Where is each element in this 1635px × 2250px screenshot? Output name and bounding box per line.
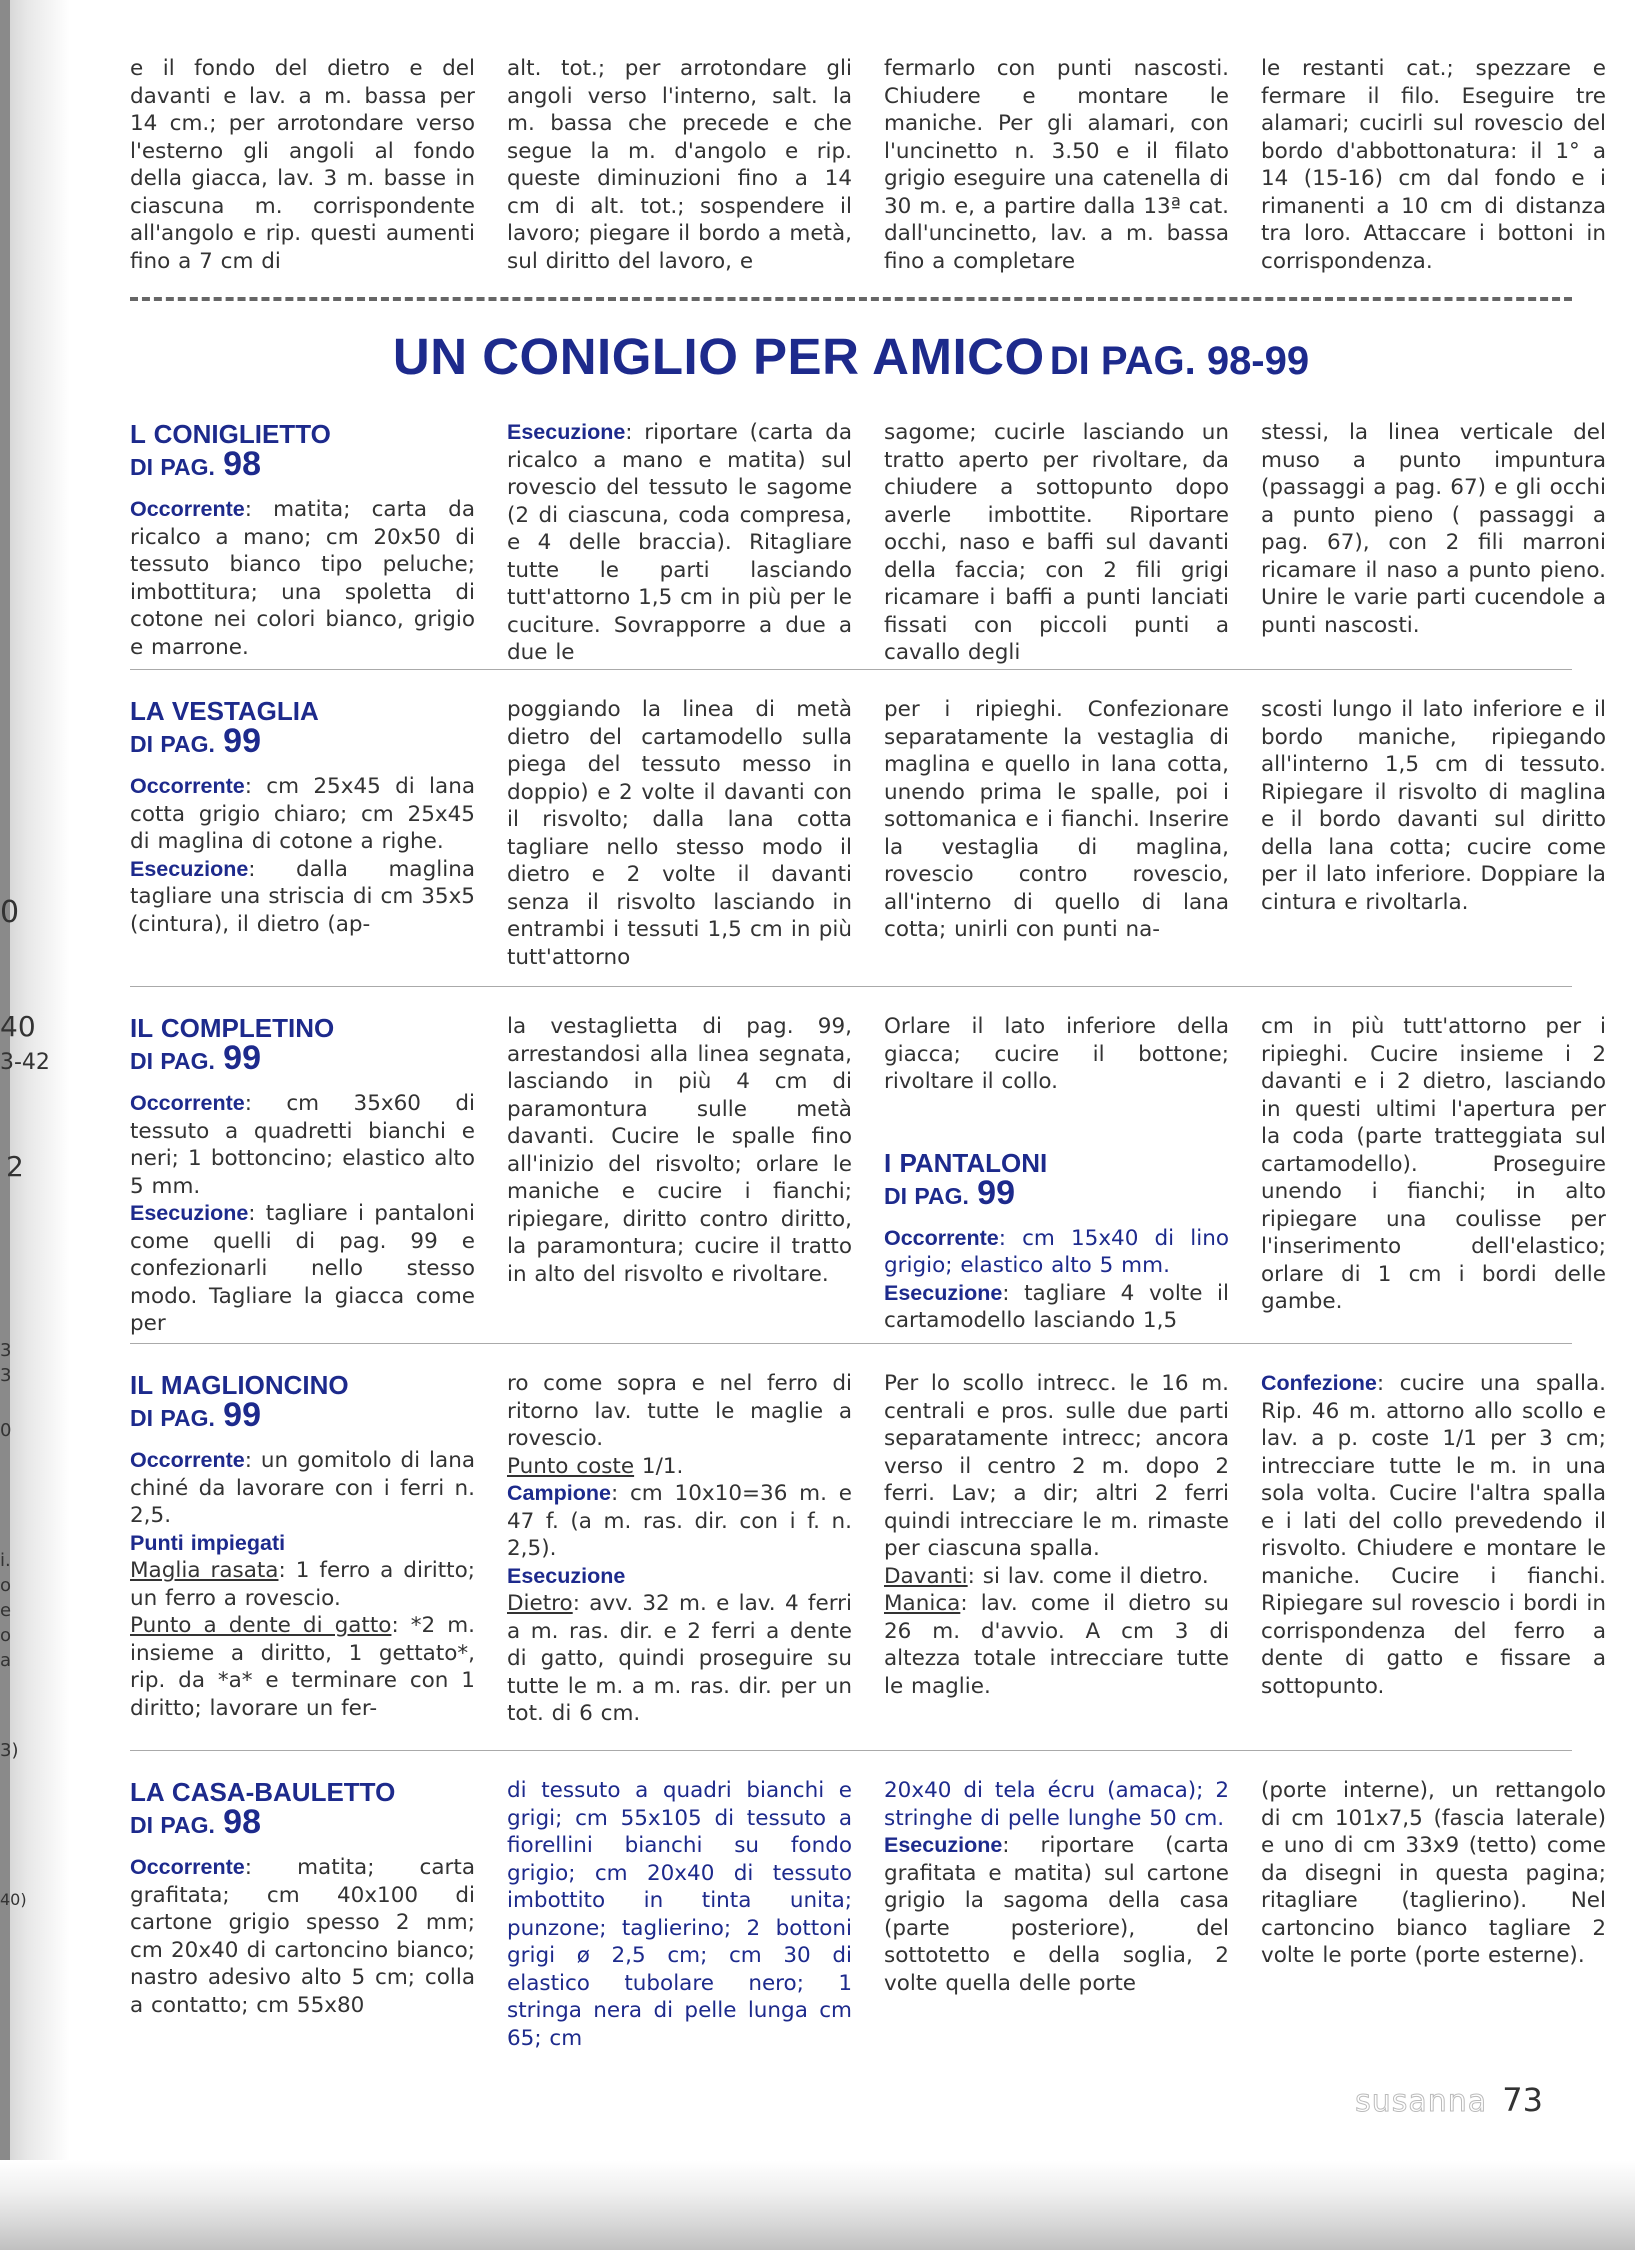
section-heading-prefix: DI PAG. [130, 454, 215, 480]
punto-coste-label: Punto coste [507, 1453, 635, 1479]
margin-mark: o [0, 1625, 12, 1646]
section-heading-page: 99 [223, 1396, 261, 1434]
section-divider [130, 1343, 1572, 1344]
section-col-3: per i ripieghi. Confezionare separatamente la vestaglia di maglina e quello in lana cotta, unendo prima le spalle, poi i sottomanica e i fianchi. Inserire la vestaglia di maglina, rovescio contro rovescio, all'interno di quello di lana cotta; unirli con punti na- [884, 697, 1229, 942]
confezione-label: Confezione [1261, 1371, 1377, 1395]
margin-mark: 40) [0, 1890, 27, 1909]
margin-mark: 0 [0, 895, 20, 930]
esecuzione-text: : tagliare 4 volte il cartamodello lasciando 1,5 [884, 1280, 1229, 1333]
occorrente-label: Occorrente [130, 1091, 245, 1115]
page-edge [0, 0, 10, 2250]
esecuzione-label: Esecuzione [884, 1280, 1003, 1305]
continuation-col-4: le restanti cat.; spezzare e fermare il filo. Eseguire tre alamari; cucirli sul rovescio del bordo d'abbottonatura: il 1° a 14 (15-16) cm dal fondo e i rimanenti a 10 cm di distanza tra loro. Attaccare i bottoni in corrispondenza. [1261, 56, 1606, 274]
section-col-1 [130, 1370, 475, 1728]
margin-mark: e [0, 1600, 12, 1621]
esecuzione-label: Esecuzione [884, 1833, 1003, 1857]
occorrente-label: Occorrente [130, 1855, 245, 1879]
subsection-heading-page: 99 [977, 1173, 1015, 1212]
section-col-3: sagome; cucirle lasciando un tratto aperto per rivoltare, da chiudere a sottopunto dopo averle imbottite. Riportare occhi, naso e baffi sul davanti della faccia; con 2 fili grigi ricamare i baffi a punti lanciati fissati con piccoli punti a cavallo degli [884, 420, 1229, 665]
maglia-rasata-label: Maglia rasata [130, 1558, 279, 1583]
section-heading [130, 1013, 475, 1076]
section-col-4 [1261, 1370, 1606, 1728]
punto-coste-text: 1/1. [634, 1453, 684, 1479]
campione-text: : cm 10x10=36 m. e 47 f. (a m. ras. dir. con i f. n. 2,5). [507, 1481, 852, 1561]
section-col-4: cm in più tutt'attorno per i ripieghi. Cucire insieme i 2 davanti e i 2 dietro, lasciando in questi ultimi l'apertura per la coda (parte tratteggiata sul cartamodello). Proseguire unendo i fianchi; in alto ripiegare una coulisse per l'inserimento dell'elastico; orlare di 1 cm i bordi delle gambe. [1261, 1014, 1606, 1314]
article-title-text: UN CONIGLIO PER AMICO [392, 328, 1045, 385]
margin-mark: 3 [0, 1340, 12, 1361]
esecuzione-text: : tagliare i pantaloni come quelli di pag. 99 e confezionarli nello stesso modo. Tagliare la giacca come per [130, 1201, 475, 1336]
section-col-3 [884, 1013, 1229, 1338]
section-col-2 [507, 419, 852, 667]
section-heading-prefix: DI PAG. [130, 731, 215, 757]
article-page [130, 55, 1606, 2051]
davanti-label: Davanti [884, 1563, 968, 1589]
section-heading-prefix: DI PAG. [130, 1048, 215, 1074]
section-divider [130, 1750, 1572, 1751]
punti-impiegati-label: Punti impiegati [130, 1530, 286, 1555]
section-heading [130, 696, 475, 759]
section-divider [130, 669, 1572, 670]
section-col-2: di tessuto a quadri bianchi e grigi; cm 55x105 di tessuto a fiorellini bianchi su fondo grigio; cm 20x40 di tessuto imbottito in tinta unita; punzone; taglierino; 2 bottoni grigi ø 2,5 cm; cm 30 di elastico tubolare nero; 1 stringa nera di pelle lunga cm 65; cm [507, 1778, 852, 2051]
magazine-brand: susanna [1355, 2084, 1488, 2119]
dente-di-gatto-text: : *2 m. insieme a diritto, 1 gettato*, rip. da *a* e terminare con 1 diritto; lavorare un fer- [130, 1613, 475, 1721]
section-col-3 [884, 1777, 1229, 2052]
completino-end-text: Orlare il lato inferiore della giacca; cucire il bottone; rivoltare il collo. [884, 1014, 1229, 1094]
section-heading-line1: L CONIGLIETTO [130, 419, 331, 449]
scollo-text: Per lo scollo intrecc. le 16 m. centrali e pros. sulle due parti separatamente intrecc; ancora verso il centro 2 m. dopo 2 ferri. Lav; a dir; altri 2 ferri quindi intrecciare le m. rimaste per ciascuna spalla. [884, 1371, 1229, 1561]
margin-mark: a [0, 1650, 12, 1671]
binding-shadow [0, 0, 70, 2250]
maglia-rasata-text: : 1 ferro a diritto; un ferro a rovescio. [130, 1558, 476, 1611]
esecuzione-label: Esecuzione [507, 420, 626, 444]
margin-mark: 0 [0, 1420, 12, 1441]
continuation-col-1: e il fondo del dietro e del davanti e lav. a m. bassa per 14 cm.; per arrotondare verso l'esterno gli angoli al fondo della giacca, lav. 3 m. basse in ciascuna m. corrispondente all'angolo e rip. questi aumenti fino a 7 cm di [130, 56, 475, 274]
esecuzione-text: : riportare (carta grafitata e matita) sul cartone grigio la sagoma della casa (parte posteriore), del sottotetto e della soglia, 2 volte quella delle porte [884, 1833, 1229, 1996]
margin-mark: 3) [0, 1740, 19, 1761]
casa-materials-end: 20x40 di tela écru (amaca); 2 stringhe di pelle lunghe 50 cm. [884, 1778, 1229, 1831]
scan-bottom-shadow [0, 2160, 1635, 2250]
margin-mark: 40 [0, 1010, 36, 1043]
top-continuation [130, 55, 1606, 275]
esecuzione-text: : riportare (carta da ricalco a mano e matita) sul rovescio del tessuto le sagome (2 di ciascuna, coda compresa, e 4 delle braccia). Ritagliare tutte le parti lasciando tutt'attorno 1,5 cm in più per le cuciture. Sovrapporre a due a due le [507, 420, 852, 665]
margin-mark: 3 [0, 1365, 12, 1386]
section-heading-prefix: DI PAG. [130, 1812, 215, 1838]
section-col-4: (porte interne), un rettangolo di cm 101x7,5 (fascia laterale) e uno di cm 33x9 (tetto) come da disegni in questa pagina; ritagliare (taglierino). Nel cartoncino bianco tagliare 2 volte le porte (porte esterne). [1261, 1778, 1606, 1968]
section-completino [130, 1013, 1606, 1343]
section-heading-line1: IL COMPLETINO [130, 1013, 335, 1043]
section-col-1 [130, 1013, 475, 1338]
dente-di-gatto-label: Punto a dente di gatto [130, 1613, 392, 1638]
margin-mark: i. [0, 1550, 11, 1571]
subsection-heading-line1: I PANTALONI [884, 1147, 1048, 1178]
article-title [130, 327, 1572, 391]
esecuzione-label: Esecuzione [507, 1563, 626, 1588]
maglioncino-text: ro come sopra e nel ferro di ritorno lav. tutte le maglie a rovescio. [507, 1371, 852, 1451]
section-col-4: scosti lungo il lato inferiore e il bordo maniche, ripiegando all'interno 1,5 cm di tessuto. Ripiegare il risvolto di maglina e il bordo davanti sul diritto della lana cotta; cucire come per il lato inferiore. Doppiare la cintura e rivoltarla. [1261, 697, 1606, 915]
section-coniglietto [130, 419, 1606, 669]
section-heading-line1: LA VESTAGLIA [130, 696, 319, 726]
section-heading-page: 98 [223, 1803, 261, 1841]
occorrente-label: Occorrente [884, 1225, 999, 1250]
section-heading-prefix: DI PAG. [130, 1405, 215, 1431]
section-heading-page: 99 [223, 722, 261, 760]
page-footer [1355, 2081, 1543, 2119]
occorrente-label: Occorrente [130, 497, 245, 521]
section-maglioncino [130, 1370, 1606, 1750]
occorrente-label: Occorrente [130, 774, 245, 798]
section-col-1 [130, 1777, 475, 2052]
section-heading-line1: LA CASA-BAULETTO [130, 1777, 396, 1807]
section-col-2: la vestaglietta di pag. 99, arrestandosi alla linea segnata, lasciando in più 4 cm di paramontura sulle metà davanti. Cucire le spalle fino all'inizio del risvolto; orlare le maniche e cucire i fianchi; ripiegare, diritto contro diritto, la paramontura; cucire il tratto in alto del risvolto e rivoltare. [507, 1014, 852, 1287]
occorrente-text: : cm 25x45 di lana cotta grigio chiaro; cm 25x45 di maglina di cotone a righe. [130, 774, 475, 854]
section-casa-bauletto [130, 1777, 1606, 2051]
section-col-3 [884, 1370, 1229, 1728]
subsection-heading-pantaloni [884, 1148, 1229, 1211]
continuation-col-2: alt. tot.; per arrotondare gli angoli verso l'interno, salt. la m. bassa che precede e che segue la m. d'angolo e rip. queste diminuzioni fino a 14 cm di alt. tot.; sospendere il lavoro; piegare il bordo a metà, sul diritto del lavoro, e [507, 56, 852, 274]
page-number: 73 [1502, 2081, 1543, 2119]
manica-text: : lav. come il dietro su 26 m. d'avvio. A cm 3 di altezza totale intrecciare tutte le maglie. [884, 1591, 1229, 1699]
occorrente-text: : cm 35x60 di tessuto a quadretti bianchi e neri; 1 bottoncino; elastico alto 5 mm. [130, 1091, 475, 1199]
article-title-pages: DI PAG. 98-99 [1049, 339, 1310, 383]
esecuzione-label: Esecuzione [130, 1201, 249, 1225]
section-col-2 [507, 1370, 852, 1728]
section-col-2: poggiando la linea di metà dietro del cartamodello sulla piega del tessuto messo in doppio) e 2 volte il davanti con il risvolto; dalla lana cotta tagliare nello stesso modo il dietro e 2 volte il davanti senza il risvolto lasciando in entrambi i tessuti 1,5 cm in più tutt'attorno [507, 697, 852, 970]
occorrente-text: : matita; carta da ricalco a mano; cm 20x50 di tessuto bianco tipo peluche; imbottitura; una spoletta di cotone nei colori bianco, grigio e marrone. [130, 497, 475, 660]
section-heading [130, 419, 475, 482]
section-col-1 [130, 419, 475, 667]
occorrente-label: Occorrente [130, 1448, 245, 1472]
section-heading-line1: IL MAGLIONCINO [130, 1370, 349, 1400]
section-heading [130, 1370, 475, 1433]
occorrente-text: : matita; carta grafitata; cm 40x100 di cartone grigio spesso 2 mm; cm 20x40 di cartoncino bianco; nastro adesivo alto 5 cm; colla a contatto; cm 55x80 [130, 1855, 475, 2018]
section-heading-page: 98 [223, 445, 261, 483]
davanti-text: : si lav. come il dietro. [967, 1563, 1209, 1589]
section-divider [130, 986, 1572, 987]
dietro-label: Dietro [507, 1591, 573, 1616]
section-col-1 [130, 696, 475, 971]
esecuzione-text: : dalla maglina tagliare una striscia di cm 35x5 (cintura), il dietro (ap- [130, 856, 475, 937]
subsection-heading-prefix: DI PAG. [884, 1182, 969, 1209]
section-vestaglia [130, 696, 1606, 986]
campione-label: Campione [507, 1481, 611, 1505]
section-heading-page: 99 [223, 1039, 261, 1077]
esecuzione-label: Esecuzione [130, 856, 249, 881]
occorrente-text: : un gomitolo di lana chiné da lavorare con i ferri n. 2,5. [130, 1448, 475, 1528]
dashed-divider [130, 297, 1572, 301]
manica-label: Manica [884, 1591, 961, 1616]
margin-mark: o [0, 1575, 12, 1596]
margin-mark: 2 [6, 1150, 24, 1183]
occorrente-text: : cm 15x40 di lino grigio; elastico alto 5 mm. [884, 1225, 1229, 1278]
section-col-4: stessi, la linea verticale del muso a punto impuntura (passaggi a pag. 67) e gli occhi a punto pieno ( passaggi a pag. 67), con 2 fili marroni ricamare il naso a punto pieno. Unire le varie parti cucendole a punti nascosti. [1261, 420, 1606, 638]
margin-mark: 3-42 [0, 1050, 50, 1075]
confezione-text: : cucire una spalla. Rip. 46 m. attorno allo scollo e lav. a p. coste 1/1 per 3 cm; intrecciare tutte le m. in una sola volta. Cucire l'altra spalla e i lati del collo prevedendo il risvolto. Chiudere e montare le maniche. Cucire i fianchi. Ripiegare sul rovescio i bordi in corrispondenza del ferro a dente di gatto e fissare a sottopunto. [1261, 1371, 1606, 1699]
section-heading [130, 1777, 475, 1840]
dietro-text: : avv. 32 m. e lav. 4 ferri a m. ras. dir. e 2 ferri a dente di gatto, quindi proseguire su tutte le m. a m. ras. dir. per un tot. di 6 cm. [507, 1591, 852, 1726]
continuation-col-3: fermarlo con punti nascosti. Chiudere e montare le maniche. Per gli alamari, con l'uncinetto n. 3.50 e il filato grigio eseguire una catenella di 30 m. e, a partire dalla 13ª cat. dall'uncinetto, lav. a m. bassa fino a completare [884, 56, 1229, 274]
